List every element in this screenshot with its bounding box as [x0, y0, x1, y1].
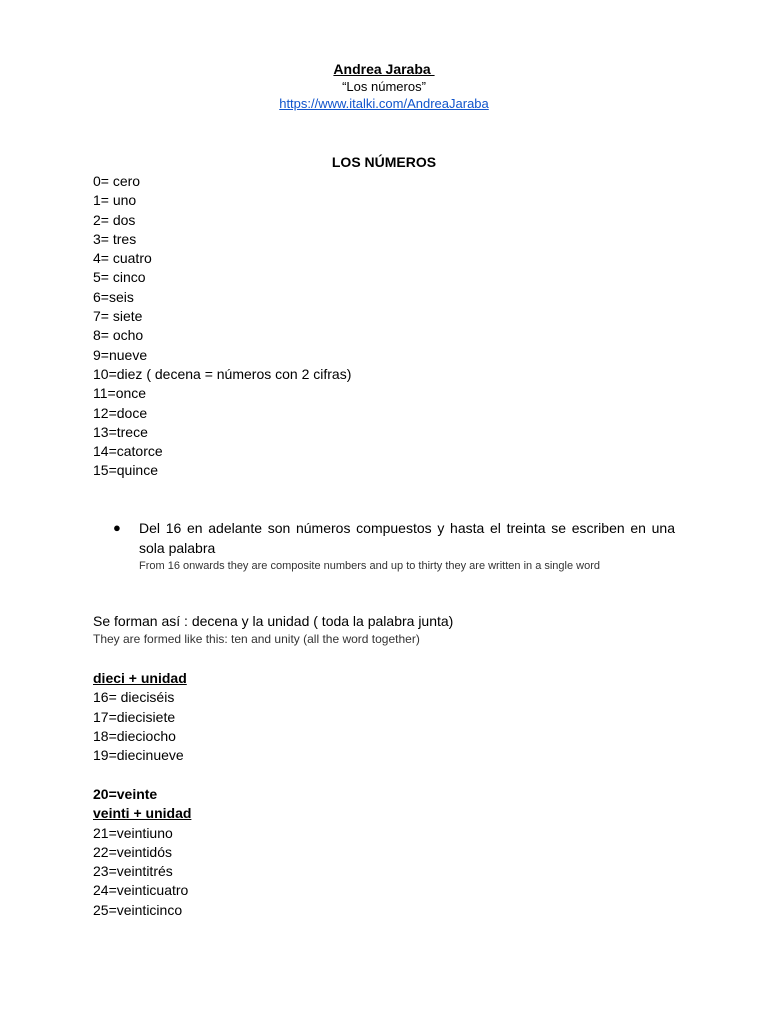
list-item: 0= cero: [93, 173, 141, 189]
section-title: LOS NÚMEROS: [331, 154, 437, 170]
twenty-line: 20=veinte: [93, 786, 158, 802]
dieci-heading: dieci + unidad: [93, 670, 187, 686]
bullet-icon: ●: [113, 520, 121, 535]
list-item: 21=veintiuno: [93, 824, 173, 841]
bullet-main-text: Del 16 en adelante son números compuestos y hasta el treinta se escriben en una sola palabra: [139, 520, 675, 556]
veinti-section: [93, 785, 693, 920]
list-item: 16= dieciséis: [93, 689, 175, 706]
dieci-section: [93, 669, 693, 765]
list-item: 3= tres: [93, 230, 137, 247]
document-subtitle: “Los números”: [342, 79, 426, 94]
document-header: [0, 60, 768, 112]
list-item: 23=veintitrés: [93, 863, 173, 880]
dieci-list: [93, 688, 693, 765]
formation-text: Se forman así : decena y la unidad ( toda la palabra junta): [93, 613, 454, 629]
bullet-content: [139, 518, 675, 575]
veinti-list: [93, 824, 693, 920]
list-item: 14=catorce: [93, 443, 163, 460]
list-item: 22=veintidós: [93, 843, 173, 860]
list-item: 1= uno: [93, 192, 137, 209]
list-item: 8= ocho: [93, 327, 144, 344]
list-item: 12=doce: [93, 404, 148, 421]
list-item: 9=nueve: [93, 346, 148, 363]
list-item: 6=seis: [93, 288, 134, 305]
list-item: 5= cinco: [93, 269, 146, 286]
list-item: 19=diecinueve: [93, 747, 184, 764]
list-item: 17=diecisiete: [93, 708, 176, 725]
list-item: 10=diez ( decena = números con 2 cifras): [93, 365, 352, 382]
bullet-translation: From 16 onwards they are composite numbers and up to thirty they are written in a single word: [139, 560, 601, 572]
list-item: 24=veinticuatro: [93, 882, 189, 899]
list-item: 4= cuatro: [93, 250, 152, 267]
list-item: 18=dieciocho: [93, 727, 176, 744]
list-item: 7= siete: [93, 308, 143, 325]
formation-translation: They are formed like this: ten and unity (all the word together): [93, 632, 420, 646]
list-item: 2= dos: [93, 211, 136, 228]
list-item: 13=trece: [93, 423, 148, 440]
veinti-heading: veinti + unidad: [93, 805, 192, 822]
basic-numbers-list: [93, 172, 693, 481]
list-item: 11=once: [93, 385, 147, 402]
list-item: 25=veinticinco: [93, 901, 183, 918]
author-profile-link[interactable]: https://www.italki.com/AndreaJaraba: [279, 96, 489, 111]
formation-section: [93, 612, 693, 647]
author-name: Andrea Jaraba: [333, 61, 435, 77]
list-item: 15=quince: [93, 462, 159, 479]
